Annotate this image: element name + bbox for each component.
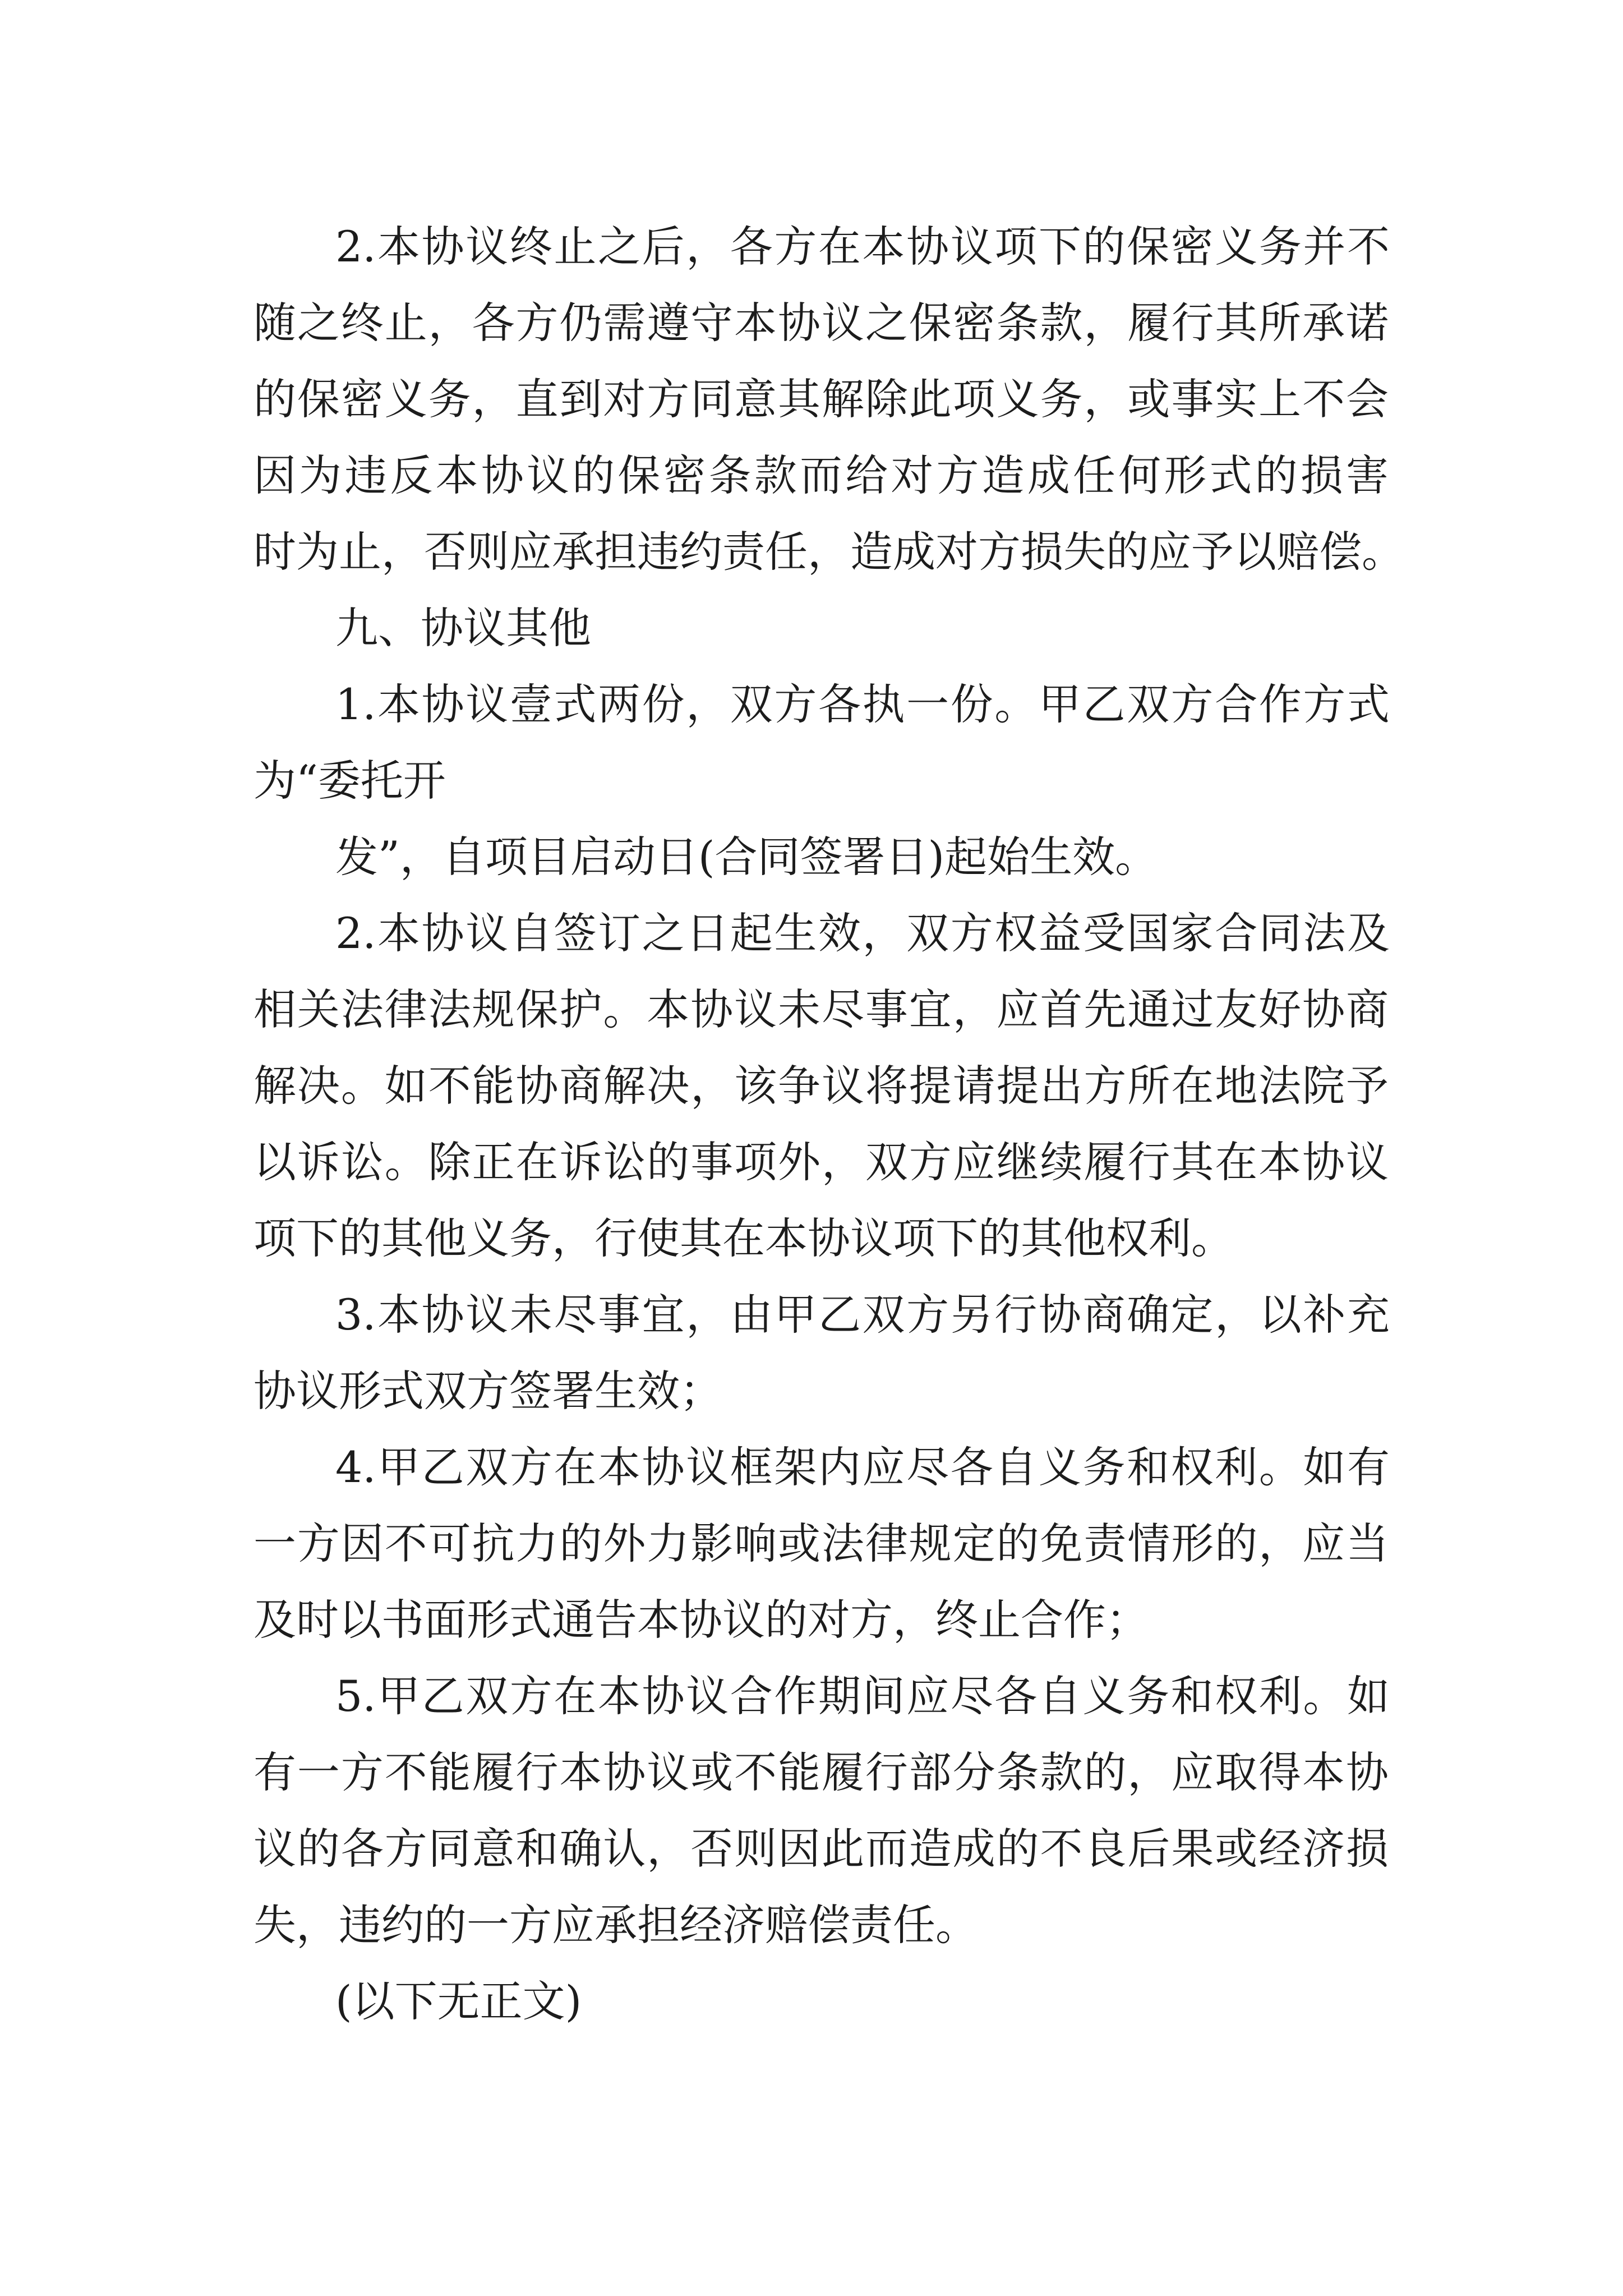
paragraph-line: 发”，自项目启动日(合同签署日)起始生效。 — [335, 832, 1158, 882]
paragraph-line: 解决。如不能协商解决，该争议将提请提出方所在地法院予 — [253, 1061, 1389, 1111]
paragraph-line: 1.本协议壹式两份，双方各执一份。甲乙双方合作方式 — [335, 679, 1390, 729]
paragraph-line: 及时以书面形式通告本协议的对方，终止合作； — [253, 1595, 1149, 1645]
paragraph-line: 为“委托开 — [253, 756, 446, 806]
section-heading: 九、协议其他 — [335, 603, 591, 653]
paragraph-line: 项下的其他义务，行使其在本协议项下的其他权利。 — [253, 1213, 1234, 1263]
paragraph-line: 以诉讼。除正在诉讼的事项外，双方应继续履行其在本协议 — [253, 1137, 1389, 1187]
paragraph-line: 3.本协议未尽事宜，由甲乙双方另行协商确定，以补充 — [335, 1290, 1390, 1340]
paragraph-line: 协议形式双方签署生效； — [253, 1366, 722, 1416]
paragraph-line: 议的各方同意和确认，否则因此而造成的不良后果或经济损 — [253, 1824, 1389, 1874]
paragraph-line: 的保密义务，直到对方同意其解除此项义务，或事实上不会 — [253, 374, 1389, 424]
paragraph-line: 失，违约的一方应承担经济赔偿责任。 — [253, 1900, 978, 1950]
paragraph-line: 随之终止，各方仍需遵守本协议之保密条款，履行其所承诺 — [253, 298, 1389, 348]
paragraph-line: 5.甲乙双方在本协议合作期间应尽各自义务和权利。如 — [335, 1671, 1390, 1721]
paragraph-line: 4.甲乙双方在本协议框架内应尽各自义务和权利。如有 — [335, 1442, 1390, 1492]
paragraph-line: 一方因不可抗力的外力影响或法律规定的免责情形的，应当 — [253, 1519, 1389, 1568]
paragraph-line: 因为违反本协议的保密条款而给对方造成任何形式的损害 — [253, 450, 1389, 500]
paragraph-line: 2.本协议自签订之日起生效，双方权益受国家合同法及 — [335, 908, 1390, 958]
paragraph-line: 2.本协议终止之后，各方在本协议项下的保密义务并不 — [335, 222, 1390, 272]
paragraph-line: 有一方不能履行本协议或不能履行部分条款的，应取得本协 — [253, 1747, 1389, 1797]
paragraph-line: 相关法律法规保护。本协议未尽事宜，应首先通过友好协商 — [253, 984, 1389, 1034]
closing-note: (以下无正文) — [335, 1976, 582, 2026]
paragraph-line: 时为止，否则应承担违约责任，造成对方损失的应予以赔偿。 — [253, 527, 1404, 577]
